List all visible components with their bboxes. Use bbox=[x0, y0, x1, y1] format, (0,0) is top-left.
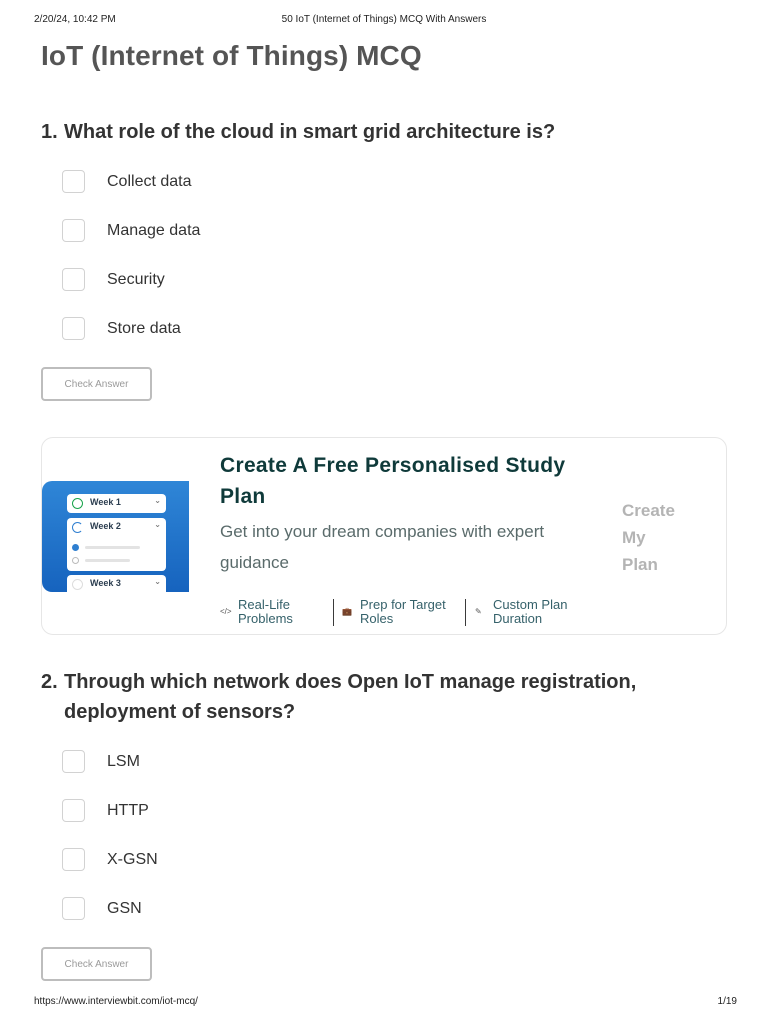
option-checkbox[interactable] bbox=[62, 848, 85, 871]
option-item[interactable] bbox=[41, 786, 701, 835]
feature-line: Roles bbox=[360, 611, 394, 626]
question-2 bbox=[41, 667, 701, 981]
feature-real-life-problems bbox=[220, 598, 293, 626]
progress-circle-icon bbox=[72, 498, 83, 509]
option-label: X-GSN bbox=[107, 850, 158, 868]
option-item[interactable] bbox=[41, 737, 701, 786]
option-label: Manage data bbox=[107, 221, 201, 239]
option-label: GSN bbox=[107, 899, 142, 917]
print-doc-title: 50 IoT (Internet of Things) MCQ With Answers bbox=[281, 14, 487, 25]
option-item[interactable] bbox=[41, 304, 701, 353]
code-icon: </> bbox=[220, 607, 232, 616]
feature-line: Problems bbox=[238, 611, 293, 626]
progress-circle-icon bbox=[72, 522, 83, 533]
page-title: IoT (Internet of Things) MCQ bbox=[41, 40, 422, 71]
promo-title: Create A Free Personalised Study Plan bbox=[220, 454, 566, 508]
week-label: Week 3 bbox=[90, 578, 121, 588]
print-datetime: 2/20/24, 10:42 PM bbox=[34, 14, 116, 25]
briefcase-icon: 💼 bbox=[342, 607, 352, 616]
option-label: Collect data bbox=[107, 172, 192, 190]
pencil-icon: ✎ bbox=[475, 607, 482, 616]
feature-divider bbox=[333, 599, 334, 626]
progress-circle-icon bbox=[72, 579, 83, 590]
option-item[interactable] bbox=[41, 255, 701, 304]
option-item[interactable] bbox=[41, 884, 701, 933]
option-checkbox[interactable] bbox=[62, 750, 85, 773]
empty-dot-icon bbox=[72, 557, 79, 564]
page-number: 1/19 bbox=[717, 996, 737, 1007]
check-dot-icon bbox=[72, 544, 79, 551]
task-line bbox=[85, 546, 140, 549]
question-number: 2. bbox=[41, 671, 58, 693]
question-text bbox=[41, 117, 701, 147]
create-my-plan-link[interactable] bbox=[622, 497, 675, 578]
question-prompt: Through which network does Open IoT manage registration, deployment of sensors? bbox=[64, 671, 637, 723]
option-item[interactable] bbox=[41, 157, 701, 206]
option-label: Security bbox=[107, 270, 165, 288]
feature-line: Custom Plan bbox=[493, 597, 568, 612]
feature-divider bbox=[465, 599, 466, 626]
chevron-down-icon: ⌄ bbox=[154, 577, 161, 586]
week-card bbox=[67, 575, 166, 592]
feature-line: Real-Life bbox=[238, 597, 291, 612]
check-answer-button[interactable]: Check Answer bbox=[41, 367, 152, 401]
option-item[interactable] bbox=[41, 206, 701, 255]
option-checkbox[interactable] bbox=[62, 317, 85, 340]
study-plan-promo[interactable] bbox=[41, 437, 727, 635]
cta-word: My bbox=[622, 528, 646, 547]
week-label: Week 2 bbox=[90, 521, 121, 531]
check-answer-button[interactable]: Check Answer bbox=[41, 947, 152, 981]
option-checkbox[interactable] bbox=[62, 219, 85, 242]
option-checkbox[interactable] bbox=[62, 268, 85, 291]
option-checkbox[interactable] bbox=[62, 170, 85, 193]
option-item[interactable] bbox=[41, 835, 701, 884]
task-line bbox=[85, 559, 130, 562]
week-card bbox=[67, 494, 166, 513]
option-label: HTTP bbox=[107, 801, 149, 819]
feature-custom-duration bbox=[475, 598, 567, 626]
question-text bbox=[41, 667, 701, 727]
option-label: Store data bbox=[107, 319, 181, 337]
promo-subtitle: Get into your dream companies with expert guidance bbox=[220, 522, 545, 572]
cta-word: Create bbox=[622, 501, 675, 520]
question-1 bbox=[41, 117, 701, 401]
chevron-down-icon: ⌄ bbox=[154, 496, 161, 505]
options-list bbox=[41, 157, 701, 353]
week-label: Week 1 bbox=[90, 497, 121, 507]
option-checkbox[interactable] bbox=[62, 897, 85, 920]
feature-line: Duration bbox=[493, 611, 543, 626]
option-checkbox[interactable] bbox=[62, 799, 85, 822]
feature-line: Prep for Target bbox=[360, 597, 446, 612]
week-card bbox=[67, 518, 166, 571]
study-plan-illustration bbox=[42, 481, 189, 592]
chevron-down-icon: ⌄ bbox=[154, 520, 161, 529]
feature-target-roles bbox=[342, 598, 446, 626]
question-prompt: What role of the cloud in smart grid architecture is? bbox=[64, 121, 556, 143]
question-number: 1. bbox=[41, 121, 58, 143]
print-url: https://www.interviewbit.com/iot-mcq/ bbox=[34, 996, 198, 1007]
cta-word: Plan bbox=[622, 555, 658, 574]
options-list bbox=[41, 737, 701, 933]
option-label: LSM bbox=[107, 752, 140, 770]
